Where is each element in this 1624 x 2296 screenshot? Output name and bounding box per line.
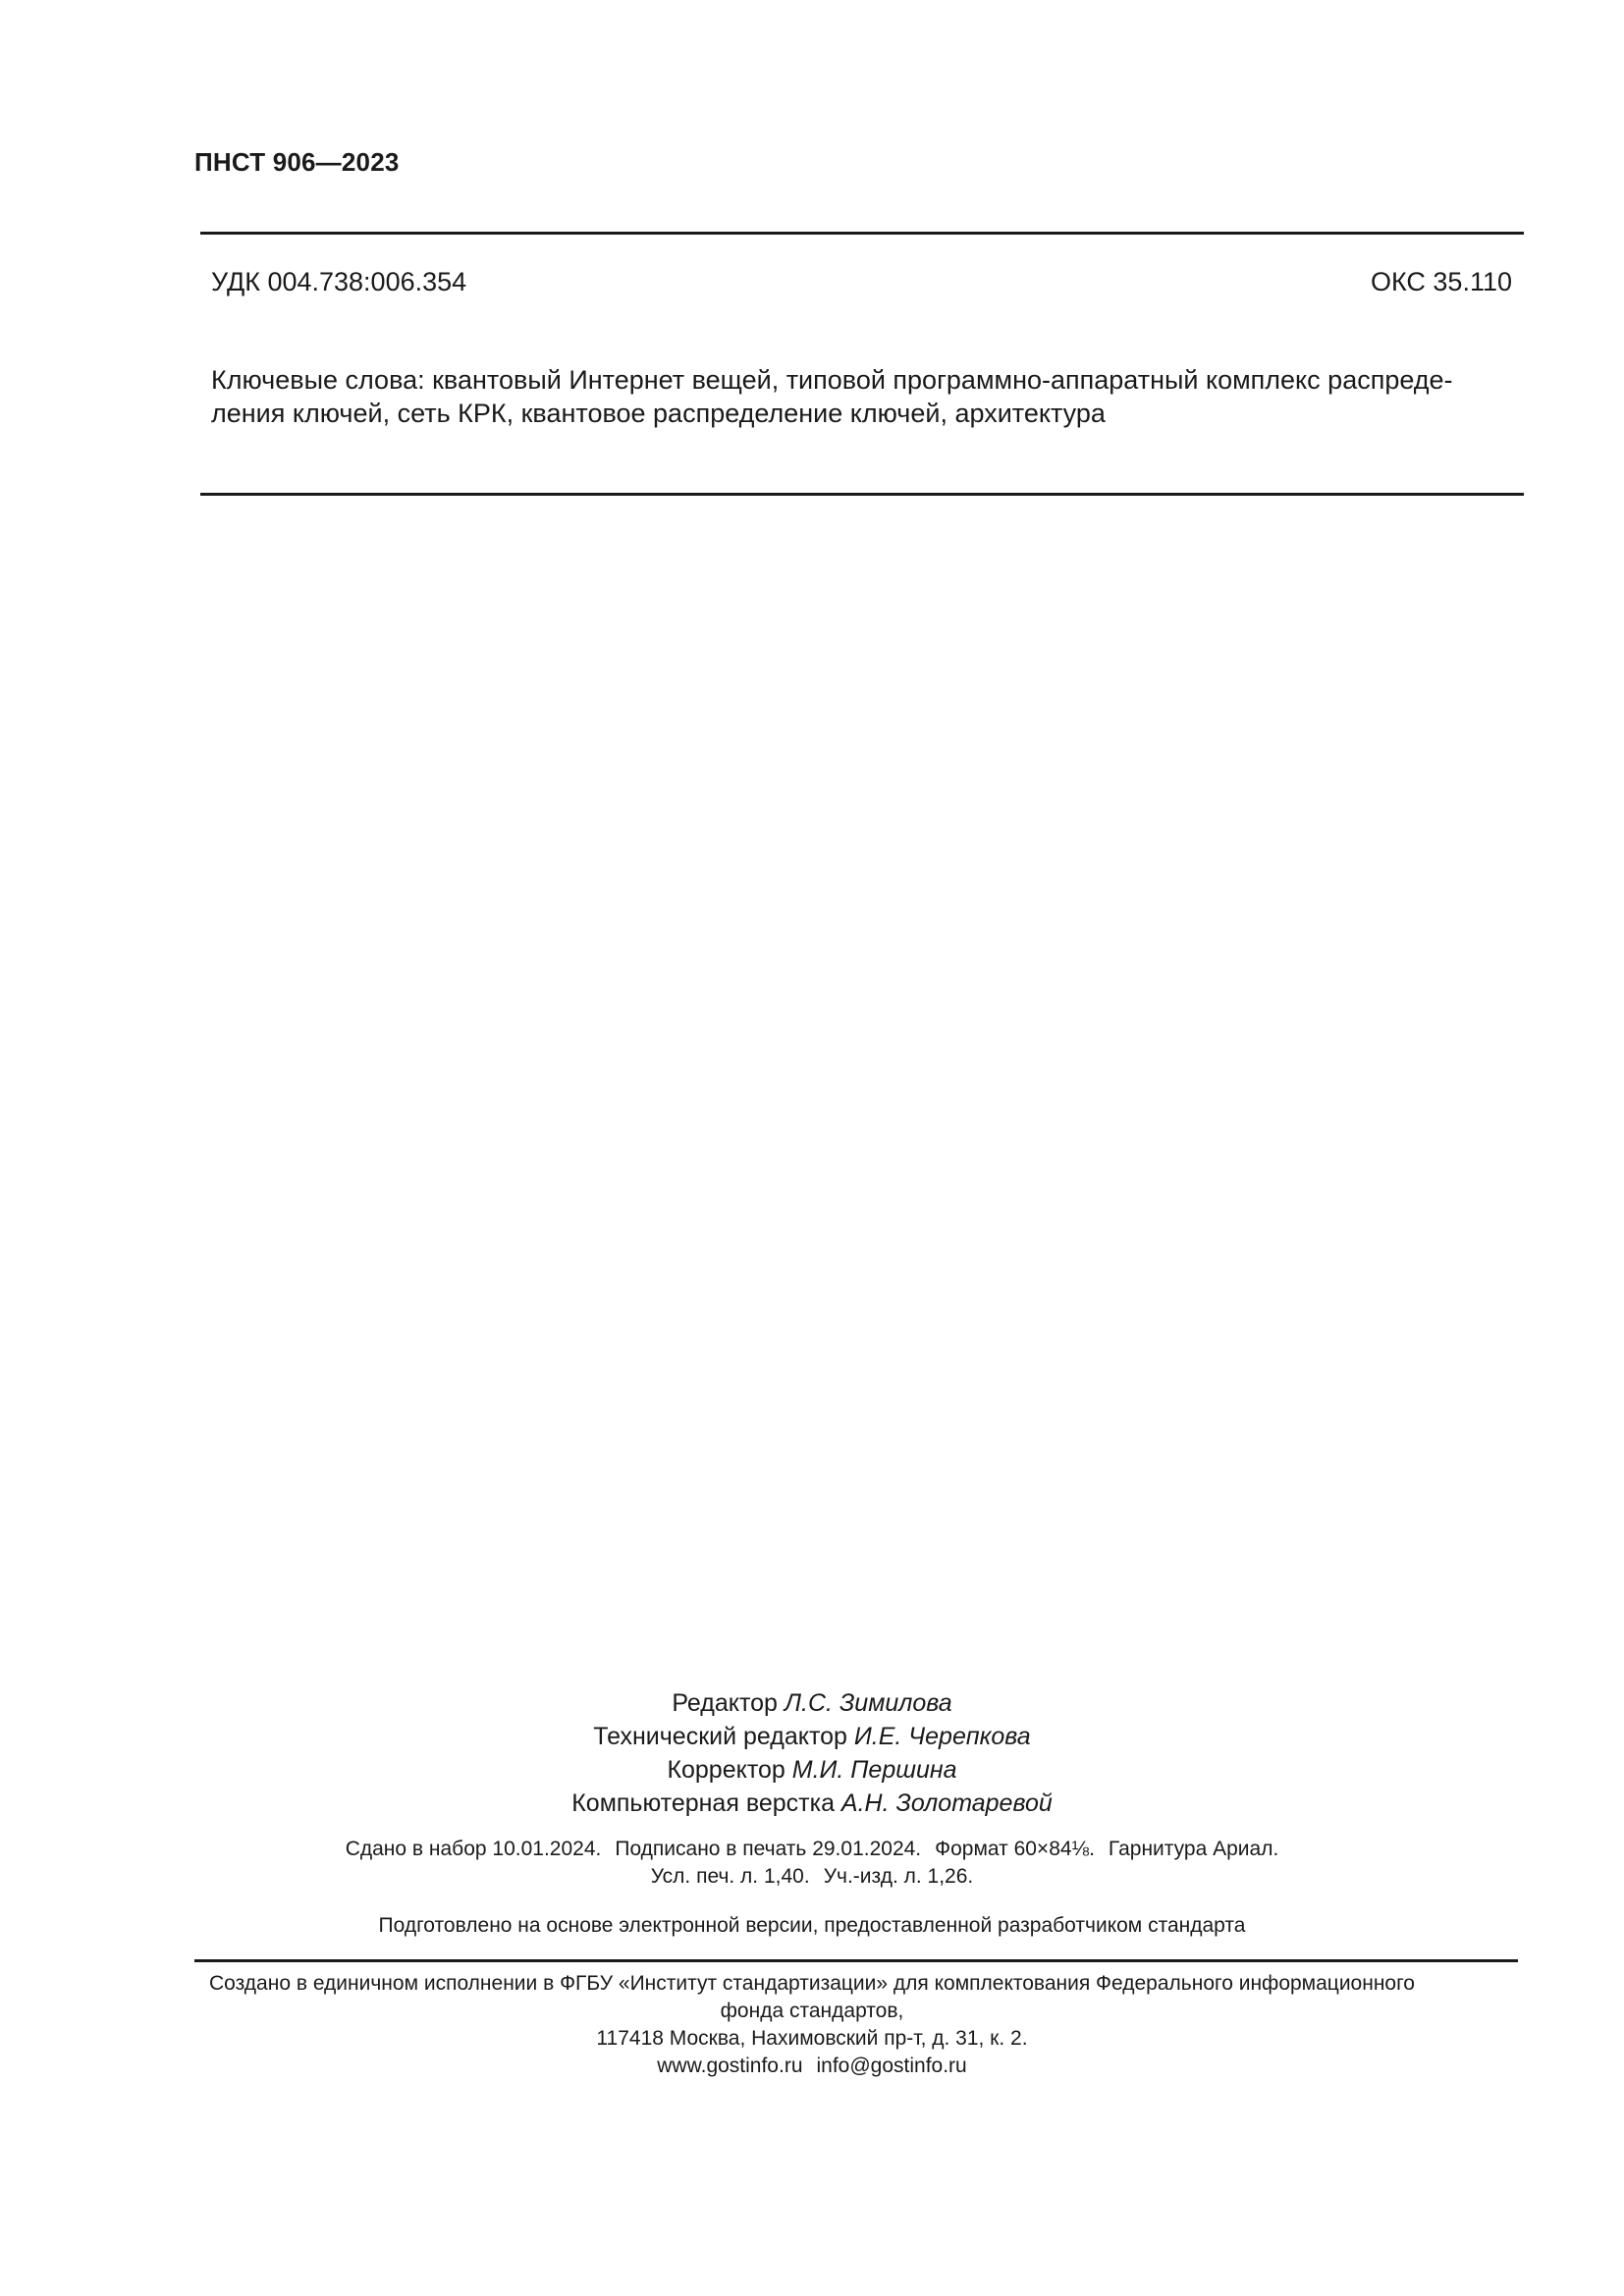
document-code: ПНСТ 906—2023 — [194, 147, 400, 177]
prepared-note: Подготовлено на основе электронной версии, предоставленной разработчиком стандарта — [378, 1914, 1246, 1937]
imprint-block — [0, 1836, 1624, 1891]
credit-tech-editor-role: Технический редактор — [593, 1723, 854, 1750]
credit-tech-editor-name: И.Е. Черепкова — [853, 1723, 1031, 1750]
keywords-block — [211, 363, 1513, 430]
bottom-divider — [194, 1959, 1518, 1962]
imprint-format: Формат 60×84⅛. — [935, 1838, 1095, 1860]
credit-layout-name: А.Н. Золотаревой — [840, 1789, 1053, 1817]
keywords-line-2: ления ключей, сеть КРК, квантовое распределение ключей, архитектура — [211, 399, 1106, 428]
udk-code: УДК 004.738:006.354 — [211, 267, 467, 296]
credit-corrector-name: М.И. Першина — [791, 1756, 957, 1784]
credit-editor-name: Л.С. Зимилова — [784, 1689, 952, 1717]
oks-code: ОКС 35.110 — [1370, 267, 1512, 296]
credit-editor — [0, 1686, 1624, 1720]
publisher-website-link[interactable]: www.gostinfo.ru — [657, 2055, 803, 2077]
credit-tech-editor — [0, 1720, 1624, 1753]
publisher-contacts — [0, 2053, 1624, 2080]
publisher-line-2: фонда стандартов, — [720, 2000, 904, 2022]
imprint-signed: Подписано в печать 29.01.2024. — [615, 1838, 922, 1860]
publisher-block — [0, 1970, 1624, 2080]
imprint-submitted: Сдано в набор 10.01.2024. — [345, 1838, 602, 1860]
credit-layout-role: Компьютерная верстка — [571, 1789, 841, 1817]
imprint-print-sheets: Усл. печ. л. 1,40. — [650, 1865, 810, 1888]
top-divider — [200, 232, 1524, 235]
credits-block — [0, 1686, 1624, 1820]
imprint-typeface: Гарнитура Ариал. — [1108, 1838, 1279, 1860]
credit-editor-role: Редактор — [672, 1689, 785, 1717]
keywords-line-1: Ключевые слова: квантовый Интернет вещей, типовой программно-аппаратный комплекс распреде- — [211, 365, 1453, 395]
imprint-row-1 — [0, 1836, 1624, 1863]
credit-layout — [0, 1787, 1624, 1820]
imprint-pub-sheets: Уч.-изд. л. 1,26. — [823, 1865, 974, 1888]
credit-corrector-role: Корректор — [667, 1756, 792, 1784]
publisher-email-link[interactable]: info@gostinfo.ru — [816, 2055, 967, 2077]
publisher-line-1: Создано в единичном исполнении в ФГБУ «Институт стандартизации» для комплектования Федерального информационного — [209, 1972, 1415, 1995]
publisher-address: 117418 Москва, Нахимовский пр-т, д. 31, к. 2. — [596, 2027, 1028, 2050]
middle-divider — [200, 493, 1524, 496]
imprint-row-2 — [0, 1863, 1624, 1891]
credit-corrector — [0, 1753, 1624, 1787]
